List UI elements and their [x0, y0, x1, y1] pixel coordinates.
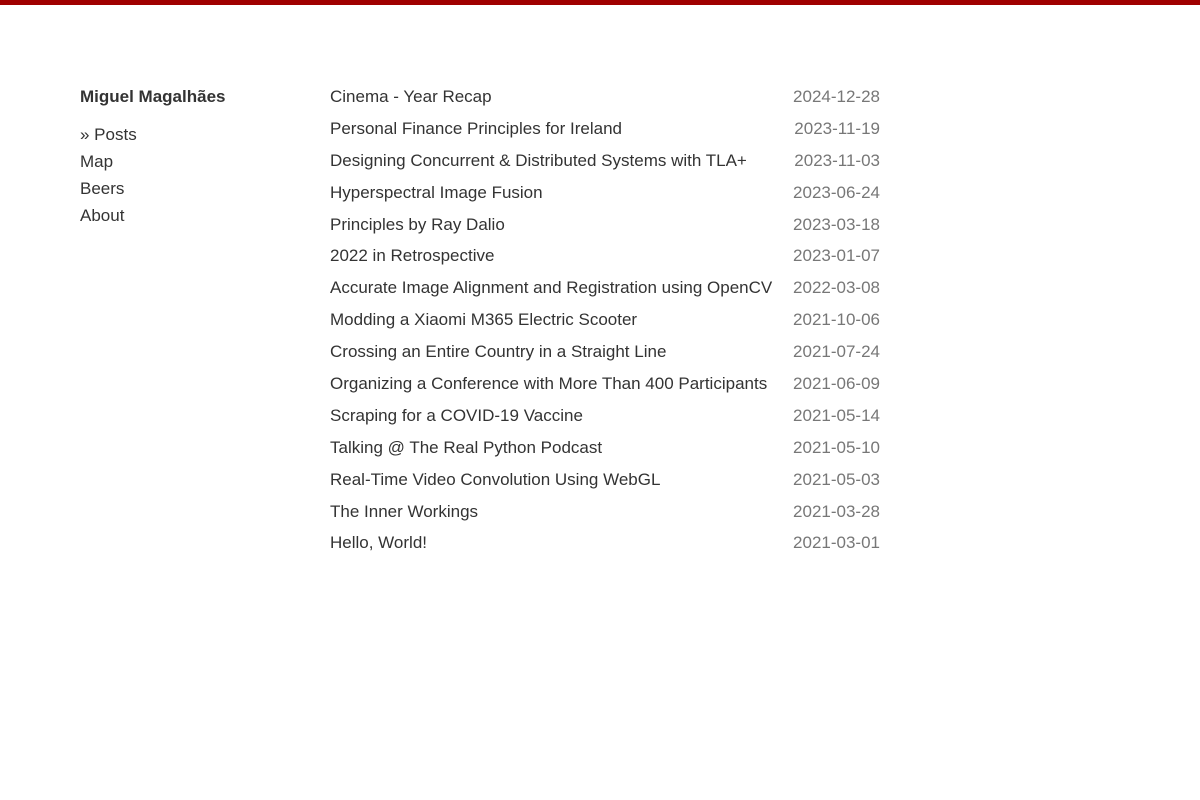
- post-row: [330, 496, 880, 528]
- post-title-link[interactable]: 2022 in Retrospective: [330, 246, 495, 266]
- nav-item-beers[interactable]: Beers: [80, 179, 125, 198]
- post-date: 2021-05-10: [793, 437, 880, 457]
- post-title-link[interactable]: Accurate Image Alignment and Registration using OpenCV: [330, 278, 773, 298]
- post-row: [330, 304, 880, 336]
- post-title-link[interactable]: Talking @ The Real Python Podcast: [330, 437, 603, 457]
- post-title-link[interactable]: Hyperspectral Image Fusion: [330, 182, 543, 202]
- nav-item-posts[interactable]: » Posts: [80, 125, 137, 144]
- post-row: [330, 432, 880, 464]
- post-date: 2021-03-28: [793, 501, 880, 521]
- post-row: [330, 177, 880, 209]
- post-row: [330, 145, 880, 177]
- post-row: [330, 81, 880, 113]
- post-title-link[interactable]: Cinema - Year Recap: [330, 86, 492, 106]
- post-title-link[interactable]: Crossing an Entire Country in a Straight Line: [330, 342, 667, 362]
- nav-item-map[interactable]: Map: [80, 152, 114, 171]
- post-row: [330, 240, 880, 272]
- post-date: 2023-11-19: [794, 118, 880, 138]
- sidebar: [80, 86, 300, 229]
- post-row: [330, 464, 880, 496]
- site-name[interactable]: Miguel Magalhães: [80, 87, 226, 106]
- nav-item-about[interactable]: About: [80, 206, 125, 225]
- post-title-link[interactable]: Hello, World!: [330, 533, 427, 553]
- post-row: [330, 113, 880, 145]
- post-title-link[interactable]: Scraping for a COVID-19 Vaccine: [330, 405, 583, 425]
- post-title-link[interactable]: Modding a Xiaomi M365 Electric Scooter: [330, 310, 638, 330]
- post-date: 2021-05-03: [793, 469, 880, 489]
- post-date: 2023-03-18: [793, 214, 880, 234]
- post-date: 2021-03-01: [793, 533, 880, 553]
- post-title-link[interactable]: Organizing a Conference with More Than 400 Participants: [330, 373, 768, 393]
- post-list: [330, 81, 880, 559]
- post-row: [330, 272, 880, 304]
- post-title-link[interactable]: The Inner Workings: [330, 501, 479, 521]
- post-date: 2024-12-28: [793, 86, 880, 106]
- post-row: [330, 336, 880, 368]
- post-date: 2023-01-07: [793, 246, 880, 266]
- post-date: 2021-05-14: [793, 405, 880, 425]
- post-row: [330, 209, 880, 241]
- post-date: 2021-07-24: [793, 342, 880, 362]
- post-row: [330, 400, 880, 432]
- post-title-link[interactable]: Principles by Ray Dalio: [330, 214, 505, 234]
- post-date: 2021-10-06: [793, 310, 880, 330]
- post-title-link[interactable]: Personal Finance Principles for Ireland: [330, 118, 622, 138]
- post-row: [330, 368, 880, 400]
- post-title-link[interactable]: Real-Time Video Convolution Using WebGL: [330, 469, 661, 489]
- post-date: 2023-06-24: [793, 182, 880, 202]
- post-date: 2023-11-03: [794, 150, 880, 170]
- top-accent-bar: [0, 0, 1200, 5]
- post-date: 2021-06-09: [793, 373, 880, 393]
- post-title-link[interactable]: Designing Concurrent & Distributed Systems with TLA+: [330, 150, 747, 170]
- post-date: 2022-03-08: [793, 278, 880, 298]
- post-row: [330, 527, 880, 559]
